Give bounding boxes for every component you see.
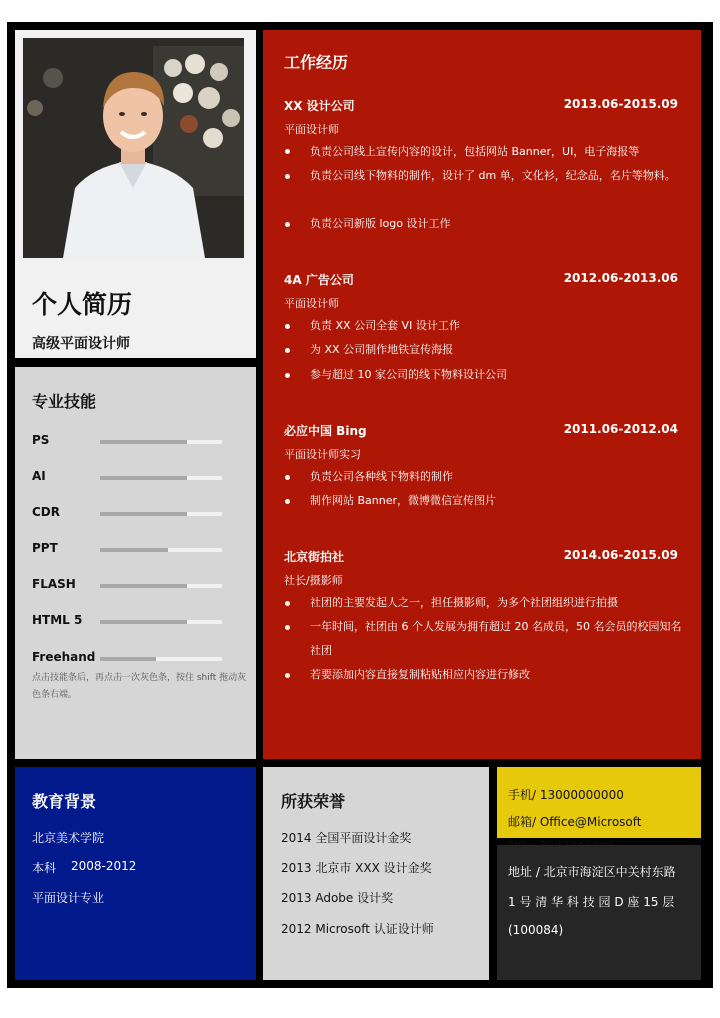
- contact-panel: [497, 767, 701, 838]
- job-role: 平面设计师: [284, 297, 339, 310]
- job-date: 2011.06-2012.04: [563, 422, 678, 436]
- job-date: 2013.06-2015.09: [563, 97, 678, 111]
- skill-bar[interactable]: [100, 548, 222, 552]
- honors-panel: [263, 767, 489, 980]
- skill-bar[interactable]: [100, 512, 222, 516]
- bullet-dot: [285, 601, 290, 606]
- skill-name: AI: [32, 469, 46, 483]
- honor-item: 2013 北京市 XXX 设计金奖: [281, 861, 432, 875]
- job-duty: 负责 XX 公司全套 VI 设计工作: [310, 319, 460, 332]
- job-title: 高级平面设计师: [32, 336, 130, 352]
- bullet-dot: [285, 222, 290, 227]
- honor-item: 2012 Microsoft 认证设计师: [281, 922, 434, 936]
- skill-name: PS: [32, 433, 50, 447]
- bullet-dot: [285, 174, 290, 179]
- experience-heading: 工作经历: [284, 53, 349, 72]
- profile-photo: [23, 38, 244, 258]
- job-duty: 负责公司线上宣传内容的设计，包括网站 Banner，UI，电子海报等: [310, 145, 640, 158]
- portrait-image: [23, 38, 244, 258]
- education-degree: 本科: [32, 861, 57, 875]
- job-duty: 负责公司新版 logo 设计工作: [310, 217, 451, 230]
- skill-bar[interactable]: [100, 620, 222, 624]
- skill-bar-fill[interactable]: [100, 620, 187, 624]
- skill-bar[interactable]: [100, 440, 222, 444]
- skill-name: PPT: [32, 541, 58, 555]
- job-duty: 负责公司各种线下物料的制作: [310, 470, 453, 483]
- education-major: 平面设计专业: [32, 891, 105, 905]
- skills-heading: 专业技能: [32, 392, 97, 411]
- education-heading: 教育背景: [32, 792, 97, 811]
- contact-email: 邮箱/ Office@Microsoft: [508, 815, 642, 829]
- skill-bar-fill[interactable]: [100, 548, 168, 552]
- skill-bar-fill[interactable]: [100, 584, 187, 588]
- job-duty: 参与超过 10 家公司的线下物料设计公司: [310, 368, 507, 381]
- address-line: 1 号 清 华 科 技 园 D 座 15 层: [508, 895, 675, 909]
- job-company: 4A 广告公司: [284, 273, 354, 287]
- bullet-dot: [285, 324, 290, 329]
- address-line: 地址 / 北京市海淀区中关村东路: [508, 865, 676, 879]
- job-duty: 若要添加内容直接复制粘贴相应内容进行修改: [310, 668, 530, 681]
- skill-bar[interactable]: [100, 476, 222, 480]
- bullet-dot: [285, 499, 290, 504]
- job-role: 平面设计师: [284, 123, 339, 136]
- profile-panel: [15, 30, 256, 358]
- skill-bar-fill[interactable]: [100, 440, 187, 444]
- job-duty: 社团的主要发起人之一，担任摄影师，为多个社团组织进行拍摄: [310, 596, 618, 609]
- skills-panel: [15, 367, 256, 759]
- job-date: 2012.06-2013.06: [563, 271, 678, 285]
- skill-name: CDR: [32, 505, 61, 519]
- skill-bar-fill[interactable]: [100, 512, 187, 516]
- job-duty: 负责公司线下物料的制作，设计了 dm 单，文化衫，纪念品，名片等物料。: [310, 169, 676, 182]
- job-company: 北京街拍社: [284, 550, 345, 564]
- skill-bar[interactable]: [100, 657, 222, 661]
- skill-name: HTML 5: [32, 613, 83, 627]
- address-line: (100084): [508, 923, 564, 937]
- job-role: 平面设计师实习: [284, 448, 361, 461]
- education-school: 北京美术学院: [32, 831, 105, 845]
- job-role: 社长/摄影师: [284, 574, 343, 587]
- skill-bar[interactable]: [100, 584, 222, 588]
- skill-bar-fill[interactable]: [100, 657, 156, 661]
- job-duty: 为 XX 公司制作地铁宣传海报: [310, 343, 454, 356]
- bullet-dot: [285, 149, 290, 154]
- resume-sheet: [7, 22, 713, 988]
- job-company: 必应中国 Bing: [284, 424, 367, 438]
- job-duty: 制作网站 Banner，微博微信宣传图片: [310, 494, 497, 507]
- resume-title: 个人简历: [32, 290, 133, 319]
- bullet-dot: [285, 625, 290, 630]
- honor-item: 2013 Adobe 设计奖: [281, 891, 394, 905]
- job-duty: 一年时间，社团由 6 个人发展为拥有超过 20 名成员，50 名会员的校园知名社团: [310, 620, 682, 657]
- experience-panel: [263, 30, 701, 759]
- education-years: 2008-2012: [71, 859, 137, 873]
- honors-heading: 所获荣誉: [281, 792, 346, 811]
- address-panel: [497, 845, 701, 980]
- bullet-dot: [285, 475, 290, 480]
- skill-name: Freehand: [32, 650, 96, 664]
- skill-instruction-note: 点击技能条后，再点击一次灰色条，按住 shift 拖动灰色条右端。: [32, 673, 247, 700]
- bullet-dot: [285, 373, 290, 378]
- bullet-dot: [285, 673, 290, 678]
- contact-phone: 手机/ 13000000000: [508, 788, 624, 802]
- job-company: XX 设计公司: [284, 99, 355, 113]
- job-date: 2014.06-2015.09: [563, 548, 678, 562]
- bullet-dot: [285, 348, 290, 353]
- honor-item: 2014 全国平面设计金奖: [281, 831, 412, 845]
- education-panel: [15, 767, 256, 980]
- skill-name: FLASH: [32, 577, 76, 591]
- skill-bar-fill[interactable]: [100, 476, 187, 480]
